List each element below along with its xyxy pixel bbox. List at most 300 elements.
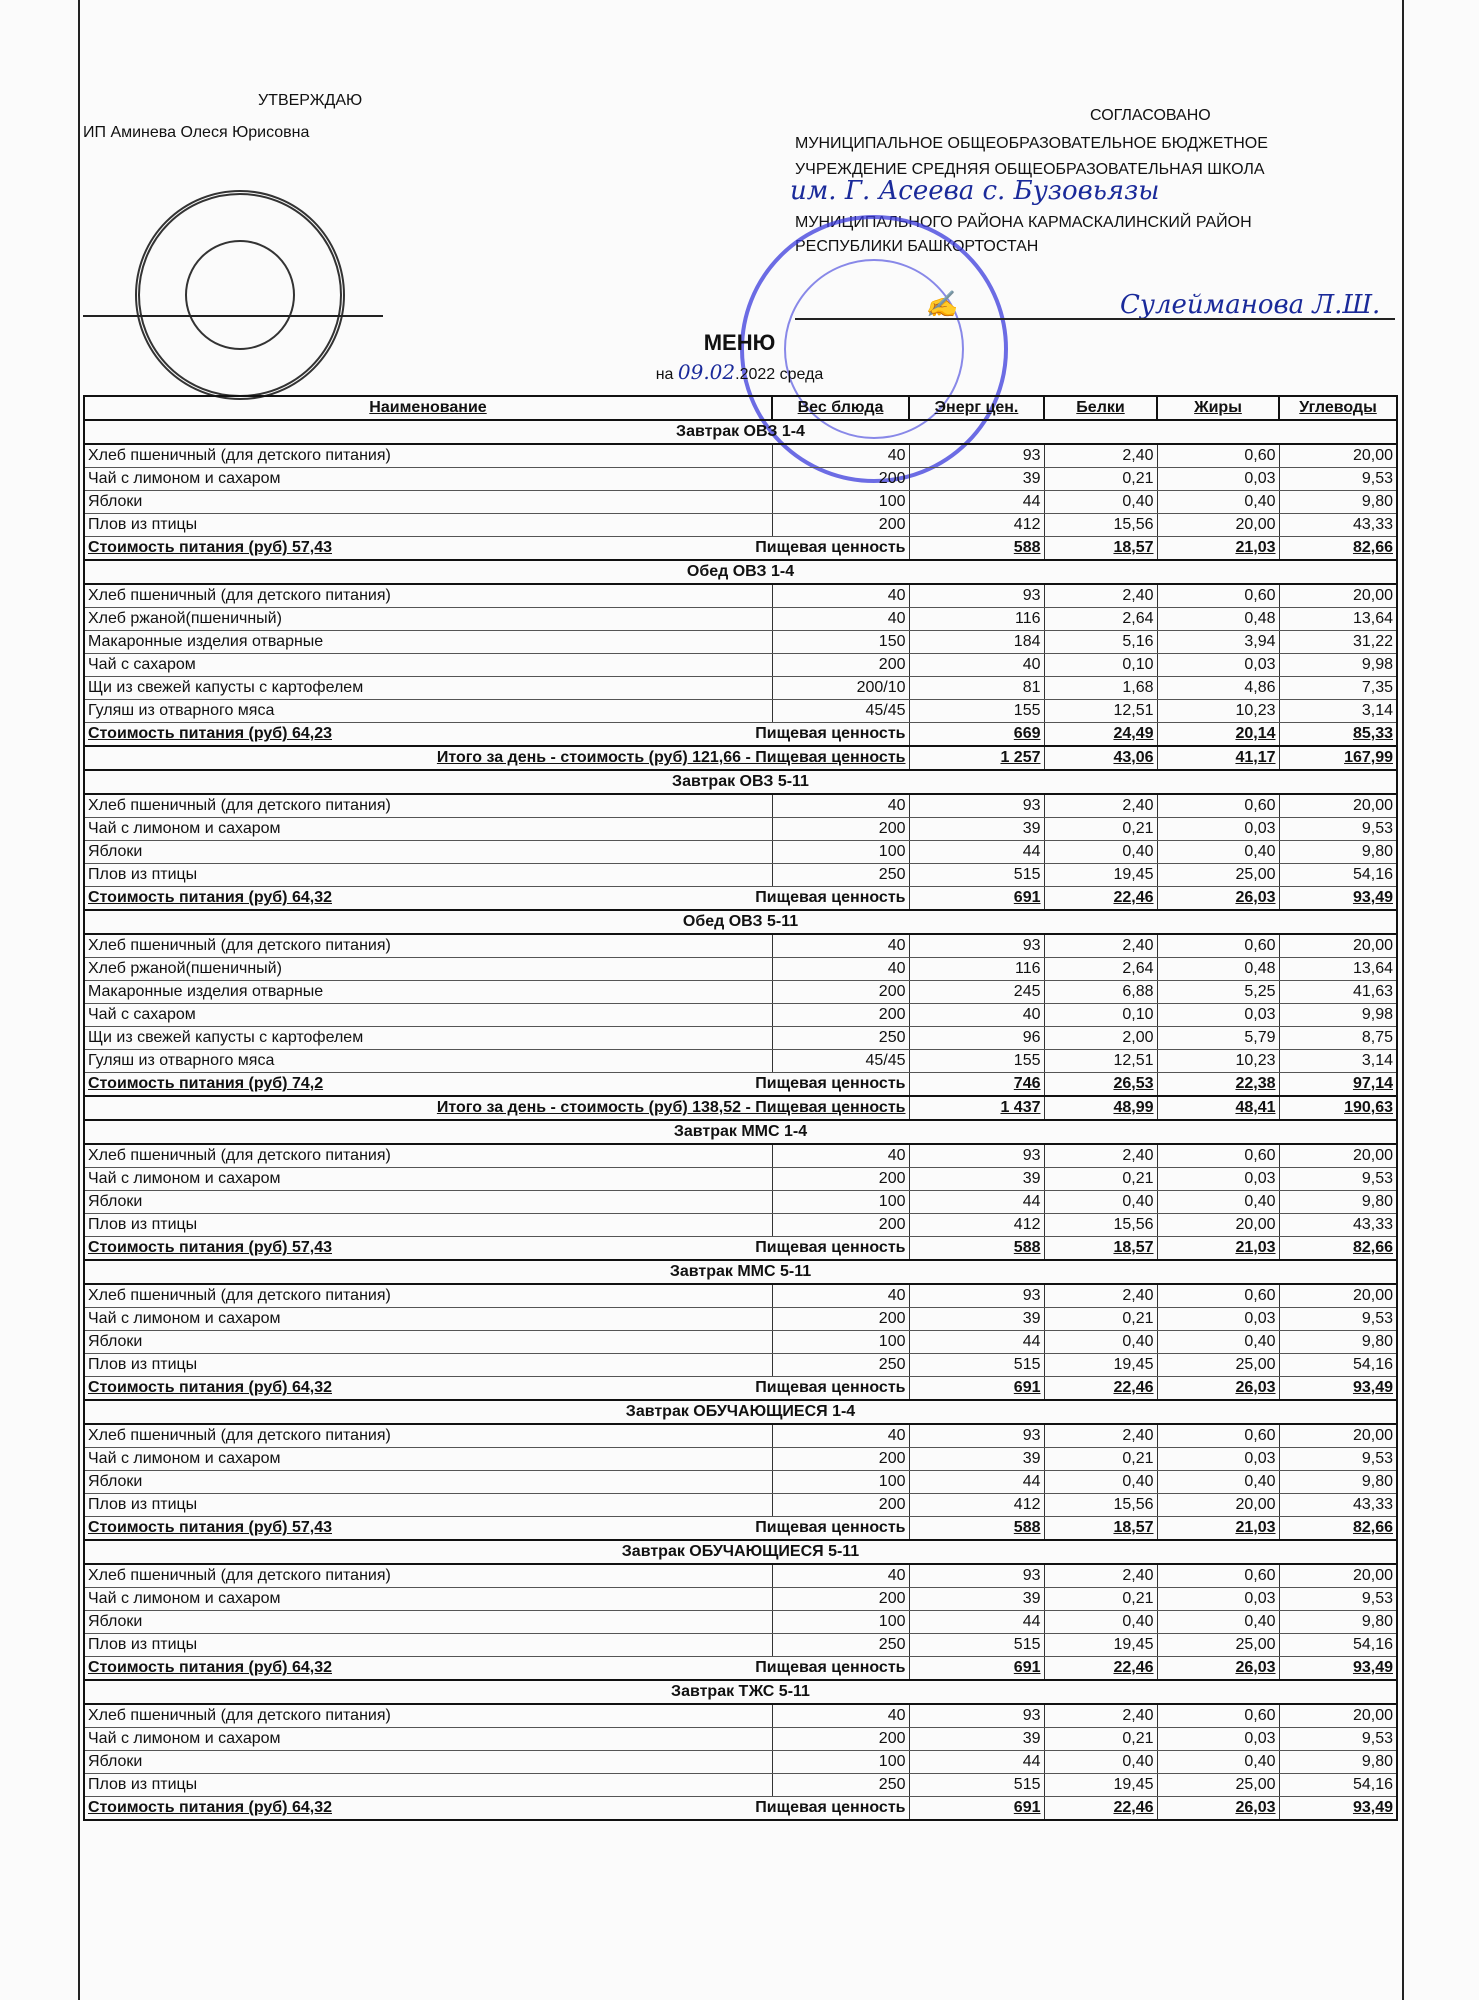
value-cell: 96: [909, 1027, 1044, 1050]
value-cell: 0,03: [1157, 1004, 1279, 1027]
value-cell: 39: [909, 818, 1044, 841]
day-total-row: [84, 1096, 1397, 1120]
value-cell: 40: [772, 1704, 909, 1728]
value-cell: 40: [772, 1144, 909, 1168]
value-cell: 0,21: [1044, 1588, 1157, 1611]
dish-name: Хлеб пшеничный (для детского питания): [84, 1284, 772, 1308]
summary-row: [84, 1657, 1397, 1681]
value-cell: 54,16: [1279, 1354, 1397, 1377]
value-cell: 515: [909, 864, 1044, 887]
value-cell: 0,40: [1044, 1751, 1157, 1774]
section-header: [84, 770, 1397, 794]
nutrition-label: Пищевая ценность: [755, 1799, 906, 1816]
cost-cell: [84, 1237, 909, 1261]
value-cell: 200: [772, 1214, 909, 1237]
agree-line-2: УЧРЕЖДЕНИЕ СРЕДНЯЯ ОБЩЕОБРАЗОВАТЕЛЬНАЯ ШКОЛА: [795, 161, 1265, 178]
total-value: 82,66: [1279, 1517, 1397, 1541]
agree-line-3: МУНИЦИПАЛЬНОГО РАЙОНА КАРМАСКАЛИНСКИЙ РАЙОН: [795, 214, 1252, 231]
section-header: [84, 1540, 1397, 1564]
section-title: Обед ОВЗ 1-4: [84, 560, 1397, 584]
table-row: [84, 1751, 1397, 1774]
value-cell: 15,56: [1044, 1214, 1157, 1237]
table-row: [84, 1284, 1397, 1308]
date-prefix: на: [655, 366, 674, 383]
value-cell: 20,00: [1279, 444, 1397, 468]
table-row: [84, 677, 1397, 700]
table-row: [84, 1634, 1397, 1657]
table-row: [84, 1354, 1397, 1377]
value-cell: 20,00: [1279, 1284, 1397, 1308]
value-cell: 54,16: [1279, 1774, 1397, 1797]
nutrition-label: Пищевая ценность: [755, 539, 906, 556]
value-cell: 2,40: [1044, 444, 1157, 468]
column-header: Углеводы: [1279, 396, 1397, 420]
value-cell: 250: [772, 1634, 909, 1657]
value-cell: 9,80: [1279, 1191, 1397, 1214]
dish-name: Щи из свежей капусты с картофелем: [84, 1027, 772, 1050]
total-value: 588: [909, 537, 1044, 561]
total-value: 22,46: [1044, 1377, 1157, 1401]
value-cell: 40: [909, 1004, 1044, 1027]
value-cell: 43,33: [1279, 514, 1397, 537]
agree-title: СОГЛАСОВАНО: [1090, 107, 1211, 124]
date-rest: .2022 среда: [735, 366, 824, 383]
value-cell: 2,40: [1044, 1424, 1157, 1448]
value-cell: 0,03: [1157, 1588, 1279, 1611]
value-cell: 9,80: [1279, 491, 1397, 514]
value-cell: 250: [772, 864, 909, 887]
value-cell: 200: [772, 514, 909, 537]
value-cell: 9,53: [1279, 1728, 1397, 1751]
table-row: [84, 981, 1397, 1004]
nutrition-label: Пищевая ценность: [755, 725, 906, 742]
dish-name: Чай с лимоном и сахаром: [84, 1168, 772, 1191]
cost-label: Стоимость питания (руб) 64,32: [88, 1799, 332, 1816]
value-cell: 39: [909, 1308, 1044, 1331]
table-row: [84, 491, 1397, 514]
value-cell: 9,53: [1279, 1308, 1397, 1331]
dish-name: Яблоки: [84, 1331, 772, 1354]
value-cell: 12,51: [1044, 1050, 1157, 1073]
dish-name: Чай с лимоном и сахаром: [84, 1448, 772, 1471]
value-cell: 10,23: [1157, 1050, 1279, 1073]
cost-label: Стоимость питания (руб) 57,43: [88, 1239, 332, 1256]
value-cell: 93: [909, 584, 1044, 608]
value-cell: 0,21: [1044, 1308, 1157, 1331]
value-cell: 0,60: [1157, 934, 1279, 958]
dish-name: Чай с лимоном и сахаром: [84, 1728, 772, 1751]
value-cell: 19,45: [1044, 1774, 1157, 1797]
value-cell: 12,51: [1044, 700, 1157, 723]
value-cell: 2,40: [1044, 1144, 1157, 1168]
dish-name: Чай с сахаром: [84, 1004, 772, 1027]
value-cell: 20,00: [1279, 794, 1397, 818]
value-cell: 93: [909, 1284, 1044, 1308]
value-cell: 2,40: [1044, 1704, 1157, 1728]
total-value: 21,03: [1157, 537, 1279, 561]
value-cell: 200: [772, 818, 909, 841]
value-cell: 0,40: [1157, 1611, 1279, 1634]
table-row: [84, 1494, 1397, 1517]
total-value: 21,03: [1157, 1517, 1279, 1541]
nutrition-label: Пищевая ценность: [755, 889, 906, 906]
total-value: 18,57: [1044, 537, 1157, 561]
value-cell: 20,00: [1279, 584, 1397, 608]
value-cell: 200: [772, 1448, 909, 1471]
dish-name: Плов из птицы: [84, 514, 772, 537]
total-value: 93,49: [1279, 1657, 1397, 1681]
approve-person: ИП Аминева Олеся Юрисовна: [83, 124, 310, 141]
value-cell: 19,45: [1044, 864, 1157, 887]
total-value: 22,38: [1157, 1073, 1279, 1097]
day-total-label: Итого за день - стоимость (руб) 121,66 - Пищевая ценность: [84, 746, 909, 770]
approve-sign-line: [83, 315, 383, 317]
value-cell: 2,40: [1044, 584, 1157, 608]
total-value: 24,49: [1044, 723, 1157, 747]
table-row: [84, 608, 1397, 631]
value-cell: 0,21: [1044, 468, 1157, 491]
dish-name: Хлеб ржаной(пшеничный): [84, 608, 772, 631]
value-cell: 0,03: [1157, 654, 1279, 677]
section-header: [84, 1400, 1397, 1424]
value-cell: 19,45: [1044, 1354, 1157, 1377]
total-value: 18,57: [1044, 1237, 1157, 1261]
summary-row: [84, 1073, 1397, 1097]
value-cell: 0,40: [1157, 841, 1279, 864]
day-total-value: 190,63: [1279, 1096, 1397, 1120]
value-cell: 9,98: [1279, 654, 1397, 677]
value-cell: 116: [909, 958, 1044, 981]
dish-name: Гуляш из отварного мяса: [84, 1050, 772, 1073]
table-row: [84, 1050, 1397, 1073]
table-row: [84, 1774, 1397, 1797]
dish-name: Чай с лимоном и сахаром: [84, 818, 772, 841]
cost-cell: [84, 1517, 909, 1541]
page-title: МЕНЮ: [703, 330, 776, 355]
section-header: [84, 420, 1397, 444]
value-cell: 9,80: [1279, 841, 1397, 864]
value-cell: 9,53: [1279, 1168, 1397, 1191]
cost-cell: [84, 1377, 909, 1401]
total-value: 26,03: [1157, 1377, 1279, 1401]
value-cell: 40: [772, 608, 909, 631]
value-cell: 200: [772, 1588, 909, 1611]
value-cell: 0,60: [1157, 1424, 1279, 1448]
nutrition-label: Пищевая ценность: [755, 1659, 906, 1676]
value-cell: 44: [909, 491, 1044, 514]
total-value: 22,46: [1044, 1797, 1157, 1821]
value-cell: 100: [772, 491, 909, 514]
value-cell: 39: [909, 1168, 1044, 1191]
value-cell: 15,56: [1044, 514, 1157, 537]
value-cell: 9,53: [1279, 468, 1397, 491]
table-row: [84, 514, 1397, 537]
total-value: 97,14: [1279, 1073, 1397, 1097]
value-cell: 93: [909, 1424, 1044, 1448]
table-row: [84, 1004, 1397, 1027]
value-cell: 0,60: [1157, 1284, 1279, 1308]
nutrition-label: Пищевая ценность: [755, 1519, 906, 1536]
value-cell: 93: [909, 934, 1044, 958]
total-value: 669: [909, 723, 1044, 747]
date-handwritten: 09.02: [677, 360, 736, 384]
value-cell: 0,40: [1157, 1331, 1279, 1354]
table-row: [84, 818, 1397, 841]
cost-label: Стоимость питания (руб) 74,2: [88, 1075, 324, 1092]
value-cell: 9,80: [1279, 1471, 1397, 1494]
value-cell: 116: [909, 608, 1044, 631]
value-cell: 150: [772, 631, 909, 654]
day-total-value: 48,99: [1044, 1096, 1157, 1120]
table-row: [84, 934, 1397, 958]
total-value: 22,46: [1044, 887, 1157, 911]
value-cell: 0,40: [1157, 1191, 1279, 1214]
value-cell: 45/45: [772, 1050, 909, 1073]
summary-row: [84, 887, 1397, 911]
total-value: 691: [909, 1377, 1044, 1401]
value-cell: 20,00: [1279, 1424, 1397, 1448]
value-cell: 2,00: [1044, 1027, 1157, 1050]
total-value: 82,66: [1279, 537, 1397, 561]
value-cell: 200: [772, 1308, 909, 1331]
value-cell: 155: [909, 1050, 1044, 1073]
value-cell: 10,23: [1157, 700, 1279, 723]
value-cell: 54,16: [1279, 1634, 1397, 1657]
value-cell: 0,40: [1157, 1471, 1279, 1494]
column-header: Энерг цен.: [909, 396, 1044, 420]
value-cell: 0,60: [1157, 1704, 1279, 1728]
cost-label: Стоимость питания (руб) 64,32: [88, 1379, 332, 1396]
agree-line-1: МУНИЦИПАЛЬНОЕ ОБЩЕОБРАЗОВАТЕЛЬНОЕ БЮДЖЕТНОЕ: [795, 135, 1268, 152]
value-cell: 184: [909, 631, 1044, 654]
cost-label: Стоимость питания (руб) 64,32: [88, 889, 332, 906]
section-header: [84, 910, 1397, 934]
value-cell: 20,00: [1279, 934, 1397, 958]
value-cell: 250: [772, 1774, 909, 1797]
value-cell: 40: [772, 1284, 909, 1308]
value-cell: 15,56: [1044, 1494, 1157, 1517]
table-row: [84, 794, 1397, 818]
value-cell: 515: [909, 1774, 1044, 1797]
agree-line-4: РЕСПУБЛИКИ БАШКОРТОСТАН: [795, 238, 1039, 255]
value-cell: 412: [909, 1494, 1044, 1517]
dish-name: Яблоки: [84, 841, 772, 864]
day-total-value: 41,17: [1157, 746, 1279, 770]
total-value: 26,03: [1157, 1797, 1279, 1821]
value-cell: 9,80: [1279, 1331, 1397, 1354]
table-row: [84, 1027, 1397, 1050]
value-cell: 39: [909, 1728, 1044, 1751]
value-cell: 20,00: [1157, 1214, 1279, 1237]
dish-name: Яблоки: [84, 1611, 772, 1634]
value-cell: 8,75: [1279, 1027, 1397, 1050]
menu-table: [83, 395, 1398, 1821]
value-cell: 155: [909, 700, 1044, 723]
cost-cell: [84, 1073, 909, 1097]
value-cell: 0,40: [1157, 491, 1279, 514]
section-header: [84, 1120, 1397, 1144]
total-value: 26,53: [1044, 1073, 1157, 1097]
value-cell: 54,16: [1279, 864, 1397, 887]
value-cell: 9,98: [1279, 1004, 1397, 1027]
value-cell: 0,40: [1044, 1471, 1157, 1494]
value-cell: 250: [772, 1027, 909, 1050]
value-cell: 0,03: [1157, 468, 1279, 491]
value-cell: 93: [909, 444, 1044, 468]
value-cell: 200: [772, 1728, 909, 1751]
value-cell: 20,00: [1157, 514, 1279, 537]
value-cell: 100: [772, 841, 909, 864]
cost-label: Стоимость питания (руб) 57,43: [88, 1519, 332, 1536]
section-title: Обед ОВЗ 5-11: [84, 910, 1397, 934]
value-cell: 25,00: [1157, 1634, 1279, 1657]
value-cell: 40: [772, 794, 909, 818]
value-cell: 0,60: [1157, 444, 1279, 468]
total-value: 18,57: [1044, 1517, 1157, 1541]
dish-name: Яблоки: [84, 491, 772, 514]
section-title: Завтрак ТЖС 5-11: [84, 1680, 1397, 1704]
total-value: 82,66: [1279, 1237, 1397, 1261]
value-cell: 3,94: [1157, 631, 1279, 654]
value-cell: 93: [909, 794, 1044, 818]
value-cell: 0,40: [1157, 1751, 1279, 1774]
section-title: Завтрак ОБУЧАЮЩИЕСЯ 1-4: [84, 1400, 1397, 1424]
value-cell: 0,40: [1044, 841, 1157, 864]
value-cell: 9,53: [1279, 818, 1397, 841]
dish-name: Макаронные изделия отварные: [84, 981, 772, 1004]
table-row: [84, 468, 1397, 491]
section-header: [84, 1680, 1397, 1704]
value-cell: 0,48: [1157, 608, 1279, 631]
value-cell: 515: [909, 1354, 1044, 1377]
table-row: [84, 1331, 1397, 1354]
value-cell: 2,40: [1044, 1564, 1157, 1588]
dish-name: Щи из свежей капусты с картофелем: [84, 677, 772, 700]
total-value: 22,46: [1044, 1657, 1157, 1681]
value-cell: 20,00: [1279, 1144, 1397, 1168]
border-right: [1402, 0, 1404, 2000]
value-cell: 44: [909, 841, 1044, 864]
approve-title: УТВЕРЖДАЮ: [258, 92, 363, 109]
value-cell: 39: [909, 1448, 1044, 1471]
section-header: [84, 1260, 1397, 1284]
value-cell: 9,80: [1279, 1611, 1397, 1634]
value-cell: 0,03: [1157, 1308, 1279, 1331]
value-cell: 93: [909, 1704, 1044, 1728]
section-header: [84, 560, 1397, 584]
value-cell: 93: [909, 1144, 1044, 1168]
total-value: 93,49: [1279, 887, 1397, 911]
value-cell: 0,21: [1044, 1448, 1157, 1471]
value-cell: 5,79: [1157, 1027, 1279, 1050]
dish-name: Хлеб пшеничный (для детского питания): [84, 1144, 772, 1168]
dish-name: Чай с сахаром: [84, 654, 772, 677]
value-cell: 31,22: [1279, 631, 1397, 654]
value-cell: 44: [909, 1611, 1044, 1634]
dish-name: Хлеб пшеничный (для детского питания): [84, 444, 772, 468]
value-cell: 0,48: [1157, 958, 1279, 981]
value-cell: 40: [772, 444, 909, 468]
value-cell: 0,60: [1157, 584, 1279, 608]
table-row: [84, 1308, 1397, 1331]
summary-row: [84, 723, 1397, 747]
dish-name: Чай с лимоном и сахаром: [84, 1308, 772, 1331]
table-row: [84, 1424, 1397, 1448]
value-cell: 0,21: [1044, 818, 1157, 841]
table-row: [84, 1588, 1397, 1611]
summary-row: [84, 537, 1397, 561]
total-value: 588: [909, 1237, 1044, 1261]
table-row: [84, 631, 1397, 654]
dish-name: Яблоки: [84, 1751, 772, 1774]
value-cell: 0,21: [1044, 1168, 1157, 1191]
value-cell: 200: [772, 654, 909, 677]
cost-label: Стоимость питания (руб) 57,43: [88, 539, 332, 556]
value-cell: 412: [909, 1214, 1044, 1237]
dish-name: Яблоки: [84, 1191, 772, 1214]
value-cell: 93: [909, 1564, 1044, 1588]
value-cell: 100: [772, 1191, 909, 1214]
value-cell: 39: [909, 1588, 1044, 1611]
dish-name: Плов из птицы: [84, 1354, 772, 1377]
total-value: 691: [909, 887, 1044, 911]
dish-name: Чай с лимоном и сахаром: [84, 468, 772, 491]
value-cell: 40: [772, 934, 909, 958]
value-cell: 100: [772, 1471, 909, 1494]
value-cell: 0,21: [1044, 1728, 1157, 1751]
value-cell: 20,00: [1279, 1704, 1397, 1728]
agree-signer: Сулейманова Л.Ш.: [1120, 290, 1381, 320]
value-cell: 40: [909, 654, 1044, 677]
summary-row: [84, 1517, 1397, 1541]
value-cell: 25,00: [1157, 1774, 1279, 1797]
table-row: [84, 1191, 1397, 1214]
nutrition-label: Пищевая ценность: [755, 1379, 906, 1396]
dish-name: Плов из птицы: [84, 1774, 772, 1797]
value-cell: 100: [772, 1751, 909, 1774]
value-cell: 40: [772, 584, 909, 608]
total-value: 93,49: [1279, 1797, 1397, 1821]
table-row: [84, 1728, 1397, 1751]
day-total-row: [84, 746, 1397, 770]
value-cell: 40: [772, 1564, 909, 1588]
value-cell: 2,64: [1044, 958, 1157, 981]
value-cell: 200/10: [772, 677, 909, 700]
value-cell: 7,35: [1279, 677, 1397, 700]
table-row: [84, 1144, 1397, 1168]
column-header: Вес блюда: [772, 396, 909, 420]
value-cell: 515: [909, 1634, 1044, 1657]
total-value: 691: [909, 1657, 1044, 1681]
table-row: [84, 958, 1397, 981]
value-cell: 39: [909, 468, 1044, 491]
value-cell: 9,53: [1279, 1448, 1397, 1471]
dish-name: Чай с лимоном и сахаром: [84, 1588, 772, 1611]
value-cell: 200: [772, 1494, 909, 1517]
dish-name: Хлеб пшеничный (для детского питания): [84, 794, 772, 818]
value-cell: 13,64: [1279, 608, 1397, 631]
total-value: 85,33: [1279, 723, 1397, 747]
table-row: [84, 1564, 1397, 1588]
table-row: [84, 1471, 1397, 1494]
nutrition-label: Пищевая ценность: [755, 1075, 906, 1092]
value-cell: 25,00: [1157, 1354, 1279, 1377]
section-title: Завтрак ММС 1-4: [84, 1120, 1397, 1144]
dish-name: Плов из птицы: [84, 864, 772, 887]
value-cell: 45/45: [772, 700, 909, 723]
value-cell: 412: [909, 514, 1044, 537]
value-cell: 3,14: [1279, 1050, 1397, 1073]
